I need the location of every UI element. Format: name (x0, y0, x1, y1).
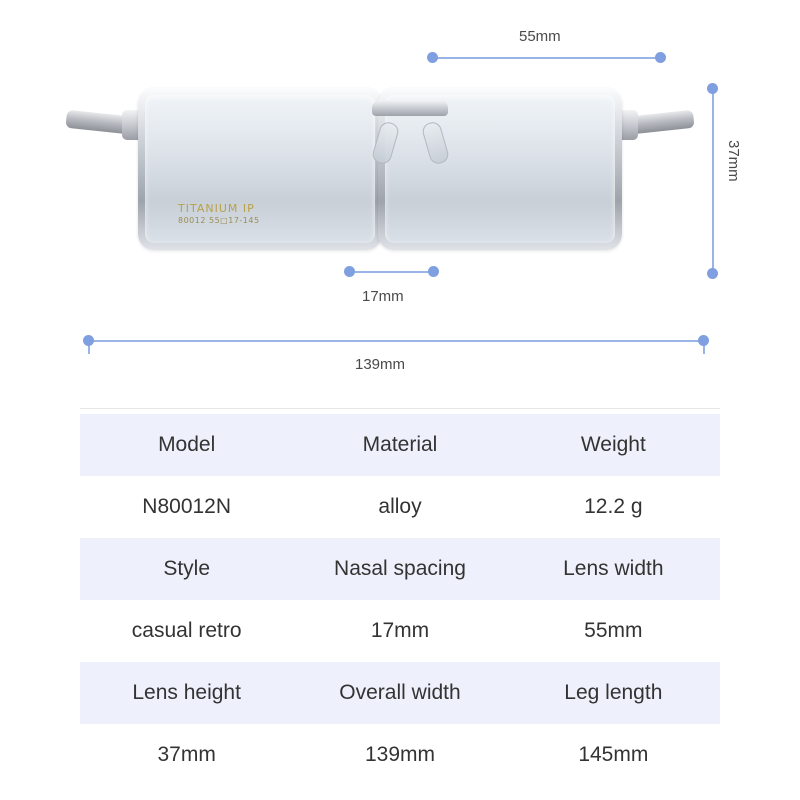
dim-endpoint-dot (428, 266, 439, 277)
table-row (80, 600, 720, 662)
spec-header-cell: Leg length (507, 662, 720, 724)
brand-engraving: TITANIUM IP (178, 202, 255, 215)
spec-header-cell: Lens height (80, 662, 293, 724)
spec-value-cell: 139mm (293, 724, 506, 786)
spec-header-cell: Nasal spacing (293, 538, 506, 600)
dim-line-overall-width (88, 340, 704, 342)
spec-value-cell: 145mm (507, 724, 720, 786)
spec-value-cell: 55mm (507, 600, 720, 662)
dim-line-lens-width (432, 57, 660, 59)
spec-value-cell: 12.2 g (507, 476, 720, 538)
dim-label-nasal-spacing: 17mm (362, 288, 404, 305)
dim-endpoint-dot (707, 83, 718, 94)
dim-label-lens-width: 55mm (519, 28, 561, 45)
table-row (80, 476, 720, 538)
spec-value-cell: alloy (293, 476, 506, 538)
dim-endpoint-dot (707, 268, 718, 279)
spec-value-cell: N80012N (80, 476, 293, 538)
spec-value-cell: casual retro (80, 600, 293, 662)
dim-endpoint-dot (698, 335, 709, 346)
spec-header-cell: Weight (507, 414, 720, 476)
table-row (80, 538, 720, 600)
table-row (80, 662, 720, 724)
dim-endpoint-dot (83, 335, 94, 346)
table-row (80, 414, 720, 476)
glasses-illustration (60, 70, 700, 260)
spec-table (80, 414, 720, 786)
dim-label-overall-width: 139mm (355, 356, 406, 373)
dim-line-nasal-spacing (349, 271, 433, 273)
dim-endpoint-dot (655, 52, 666, 63)
table-top-divider (80, 408, 720, 409)
spec-header-cell: Lens width (507, 538, 720, 600)
spec-header-cell: Overall width (293, 662, 506, 724)
spec-value-cell: 17mm (293, 600, 506, 662)
dim-endpoint-dot (427, 52, 438, 63)
table-row (80, 724, 720, 786)
spec-value-cell: 37mm (80, 724, 293, 786)
spec-header-cell: Model (80, 414, 293, 476)
lens-rim-left (138, 88, 382, 250)
bridge (372, 100, 448, 116)
dim-endpoint-dot (344, 266, 355, 277)
spec-header-cell: Material (293, 414, 506, 476)
dim-label-lens-height: 37mm (725, 140, 742, 182)
dim-line-lens-height (712, 88, 714, 273)
model-engraving: 80012 55□17-145 (178, 216, 260, 225)
spec-header-cell: Style (80, 538, 293, 600)
